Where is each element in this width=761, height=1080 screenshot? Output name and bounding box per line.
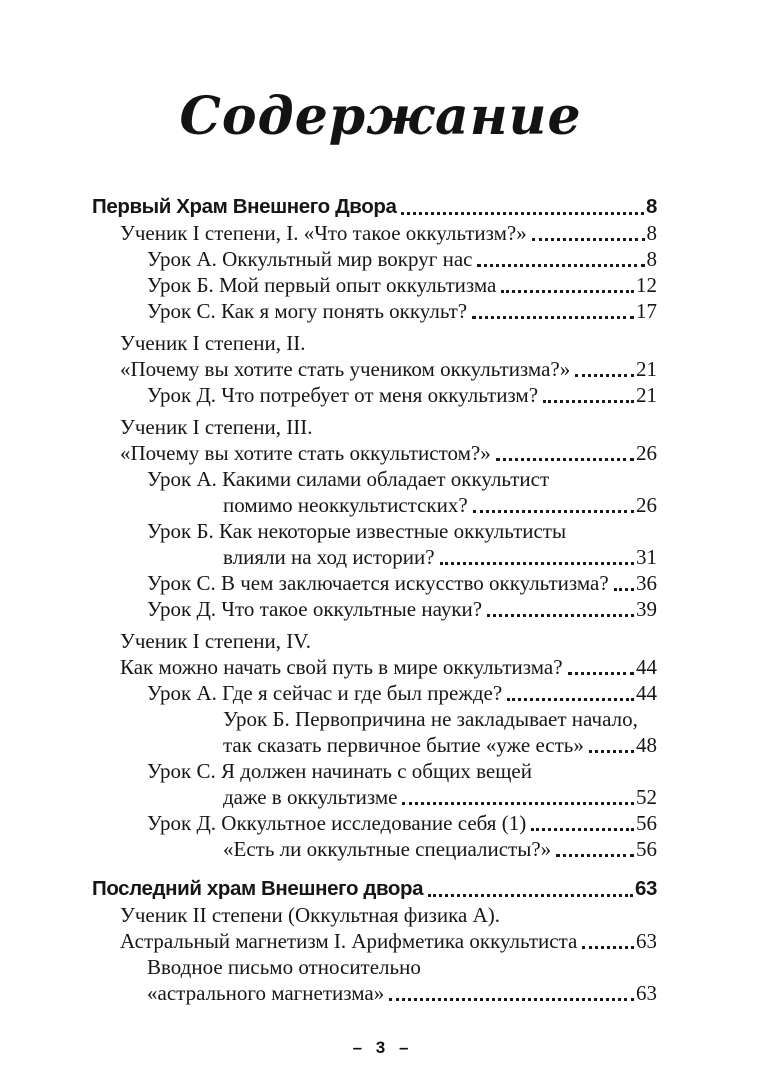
toc-page-number: 63 (636, 981, 657, 1005)
toc-entry-text: Первый Храм Внешнего Двора (92, 195, 397, 218)
toc-entry (92, 732, 657, 758)
toc-entry-text: даже в оккультизме (223, 785, 398, 809)
toc-entry (92, 980, 657, 1006)
toc-entry-text: Ученик I степени, I. «Что такое оккультизм?» (120, 221, 527, 245)
toc-entry (92, 414, 657, 440)
toc-page-number: 21 (636, 357, 657, 381)
toc-entry-text: Ученик II степени (Оккультная физика А). (120, 903, 501, 927)
toc-entry (92, 440, 657, 466)
toc-entry-text: Астральный магнетизм I. Арифметика оккультиста (120, 929, 578, 953)
toc-page-number: 48 (636, 733, 657, 757)
toc-page-number: 56 (636, 837, 657, 861)
toc-leader-dots (472, 316, 634, 319)
toc-leader-dots (543, 400, 634, 403)
toc-page-number: 63 (636, 929, 657, 953)
toc-entry (92, 194, 657, 220)
toc-entry (92, 784, 657, 810)
toc-entry (92, 382, 657, 408)
toc-entry (92, 544, 657, 570)
toc-entry (92, 810, 657, 836)
toc-leader-dots (496, 458, 634, 461)
toc-entry (92, 758, 657, 784)
toc-page-number: 44 (636, 655, 657, 679)
toc-leader-dots (389, 998, 634, 1001)
toc-leader-dots (440, 562, 634, 565)
toc-entry (92, 654, 657, 680)
toc-entry-text: так сказать первичное бытие «уже есть» (223, 733, 584, 757)
toc-entry-text: Ученик I степени, III. (120, 415, 313, 439)
toc-leader-dots (589, 750, 634, 753)
toc-entry-text: Урок Б. Мой первый опыт оккультизма (147, 273, 497, 297)
toc-entry-text: Ученик I степени, IV. (120, 629, 311, 653)
toc-leader-dots (532, 238, 645, 241)
toc-page-number: 26 (636, 441, 657, 465)
toc-page-number: 63 (634, 877, 657, 900)
toc-entry-text: Урок Д. Оккультное исследование себя (1) (147, 811, 527, 835)
toc-entry (92, 954, 657, 980)
toc-leader-dots (556, 854, 634, 857)
toc-entry (92, 518, 657, 544)
toc-page-number: 21 (636, 383, 657, 407)
toc-leader-dots (477, 264, 644, 267)
toc-page-number: 17 (636, 299, 657, 323)
toc-entry (92, 680, 657, 706)
toc-leader-dots (582, 946, 634, 949)
toc-leader-dots (501, 290, 634, 293)
toc-page-number: 44 (636, 681, 657, 705)
toc-leader-dots (575, 374, 634, 377)
toc-entry (92, 836, 657, 862)
toc-entry (92, 298, 657, 324)
toc-page-number: 8 (646, 247, 657, 271)
toc-entry (92, 272, 657, 298)
toc-entry (92, 466, 657, 492)
toc-page-number: 8 (645, 195, 657, 218)
toc-entry (92, 492, 657, 518)
toc-entry-text: Урок С. Я должен начинать с общих вещей (147, 759, 532, 783)
toc-entry-text: Урок Б. Первопричина не закладывает начало, (223, 707, 638, 731)
toc-entry-text: «Почему вы хотите стать учеником оккультизма?» (120, 357, 571, 381)
toc-page-number: 39 (636, 597, 657, 621)
toc-entry-text: Урок С. Как я могу понять оккульт? (147, 299, 468, 323)
toc-entry-text: Как можно начать свой путь в мире оккультизма? (120, 655, 563, 679)
toc-entry-text: Урок А. Какими силами обладает оккультист (147, 467, 550, 491)
toc-entry-text: Урок С. В чем заключается искусство оккультизма? (147, 571, 609, 595)
toc-entry-text: Вводное письмо относительно (147, 955, 421, 979)
toc-entry (92, 596, 657, 622)
toc-entry (92, 356, 657, 382)
toc-entry (92, 902, 657, 928)
toc-page-number: 26 (636, 493, 657, 517)
toc-entry (92, 928, 657, 954)
toc-page-number: 52 (636, 785, 657, 809)
toc-entry-text: «Почему вы хотите стать оккультистом?» (120, 441, 491, 465)
toc-page-number: 36 (636, 571, 657, 595)
toc-entry-text: Урок Д. Что такое оккультные науки? (147, 597, 483, 621)
toc-entry (92, 706, 657, 732)
toc-leader-dots (402, 802, 634, 805)
toc-leader-dots (507, 698, 634, 701)
table-of-contents (92, 194, 657, 1006)
toc-leader-dots (401, 212, 644, 215)
toc-entry (92, 570, 657, 596)
toc-page-number: 31 (636, 545, 657, 569)
toc-leader-dots (614, 588, 634, 591)
toc-entry-text: «астрального магнетизма» (147, 981, 385, 1005)
toc-page-number: 8 (646, 221, 657, 245)
toc-entry-text: Последний храм Внешнего двора (92, 877, 424, 900)
toc-leader-dots (428, 894, 633, 897)
toc-entry-text: Ученик I степени, II. (120, 331, 306, 355)
toc-entry (92, 628, 657, 654)
toc-entry (92, 330, 657, 356)
toc-leader-dots (473, 510, 634, 513)
toc-page-number: 12 (636, 273, 657, 297)
toc-entry (92, 246, 657, 272)
toc-entry-text: Урок А. Оккультный мир вокруг нас (147, 247, 473, 271)
toc-entry-text: «Есть ли оккультные специалисты?» (223, 837, 552, 861)
toc-entry (92, 876, 657, 902)
toc-entry-text: Урок Д. Что потребует от меня оккультизм? (147, 383, 539, 407)
toc-leader-dots (487, 614, 634, 617)
toc-entry (92, 220, 657, 246)
page-number-footer: – 3 – (352, 1038, 409, 1057)
toc-entry-text: помимо неоккультистских? (223, 493, 468, 517)
toc-page-number: 56 (636, 811, 657, 835)
toc-leader-dots (568, 672, 634, 675)
toc-entry-text: Урок Б. Как некоторые известные оккультисты (147, 519, 567, 543)
toc-leader-dots (531, 828, 634, 831)
toc-entry-text: влияли на ход истории? (223, 545, 435, 569)
page-title: Содержание (179, 86, 582, 147)
toc-entry-text: Урок А. Где я сейчас и где был прежде? (147, 681, 503, 705)
